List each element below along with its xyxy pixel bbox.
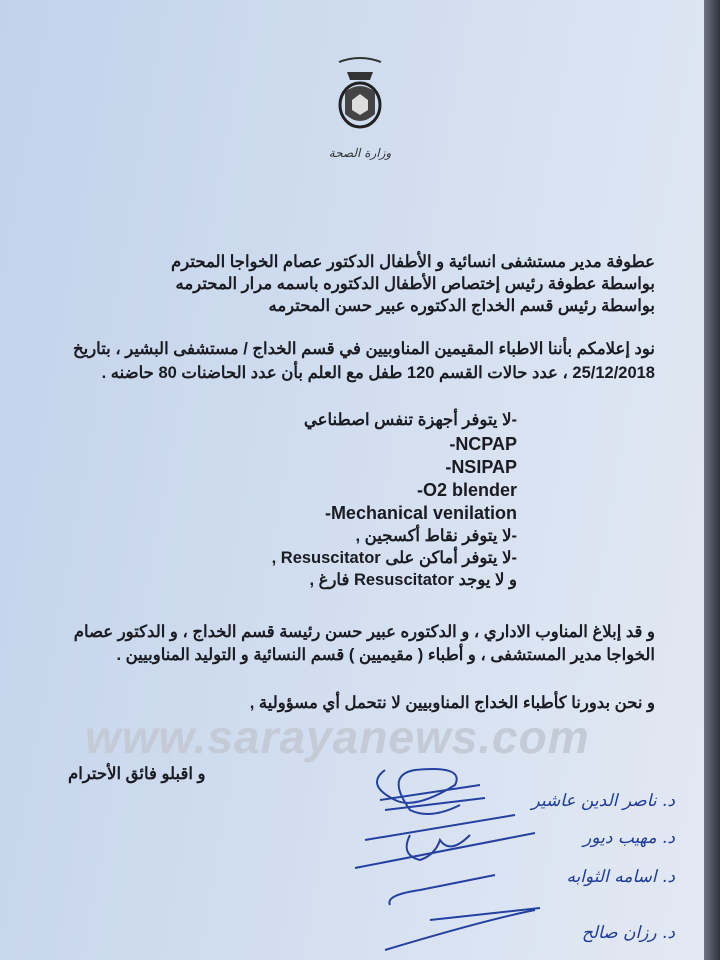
signature-name: د. مهيب ديور <box>583 828 675 848</box>
addressee-line: عطوفة مدير مستشفى انسائية و الأطفال الدكتور عصام الخواجا المحترم <box>171 253 655 271</box>
list-item: NSIPAP- <box>445 457 517 477</box>
signature-name: د. رزان صالح <box>581 923 675 943</box>
list-item: -لا يتوفر أماكن على Resuscitator , <box>271 549 517 567</box>
signature-name: د. ناصر الدين عاشير <box>531 791 675 811</box>
intro-line: نود إعلامكم بأننا الاطباء المقيمين المناوبيين في قسم الخداج / مستشفى البشير ، بتاريخ <box>72 340 655 358</box>
notice-line: الخواجا مدير المستشفى ، و أطباء ( مقيميين ) قسم النسائية و التوليد المناوبيين . <box>116 646 655 664</box>
list-item: NCPAP- <box>449 434 517 454</box>
list-item: Mechanical venilation- <box>324 503 517 523</box>
disclaimer: و نحن بدورنا كأطباء الخداج المناوبيين لا نتحمل أي مسؤولية , <box>249 694 655 712</box>
signature-name: د. اسامه الثوابه <box>566 867 675 887</box>
watermark: www.sarayanews.com <box>85 711 590 763</box>
closing: و اقبلو فائق الأحترام <box>68 765 206 783</box>
addressee-line: بواسطة رئيس قسم الخداج الدكتوره عبير حسن المحترمه <box>268 297 655 315</box>
addressee-line: بواسطة عطوفة رئيس إختصاص الأطفال الدكتوره باسمه مرار المحترمه <box>175 275 655 293</box>
list-item: O2 blender- <box>416 480 517 500</box>
intro-line: 25/12/2018 ، عدد حالات القسم 120 طفل مع العلم بأن عدد الحاضنات 80 حاضنه . <box>101 364 655 382</box>
ministry-emblem-icon <box>325 50 395 145</box>
notice-line: و قد إبلاغ المناوب الاداري ، و الدكتوره عبير حسن رئيسة قسم الخداج ، و الدكتور عصام <box>73 623 655 641</box>
list-item: -لا يتوفر أجهزة تنفس اصطناعي <box>303 411 517 429</box>
list-item: و لا يوجد Resuscitator فارغ , <box>309 571 517 589</box>
ministry-name: وزارة الصحة <box>328 146 392 160</box>
list-item: -لا يتوفر نقاط أكسجين , <box>355 527 517 545</box>
